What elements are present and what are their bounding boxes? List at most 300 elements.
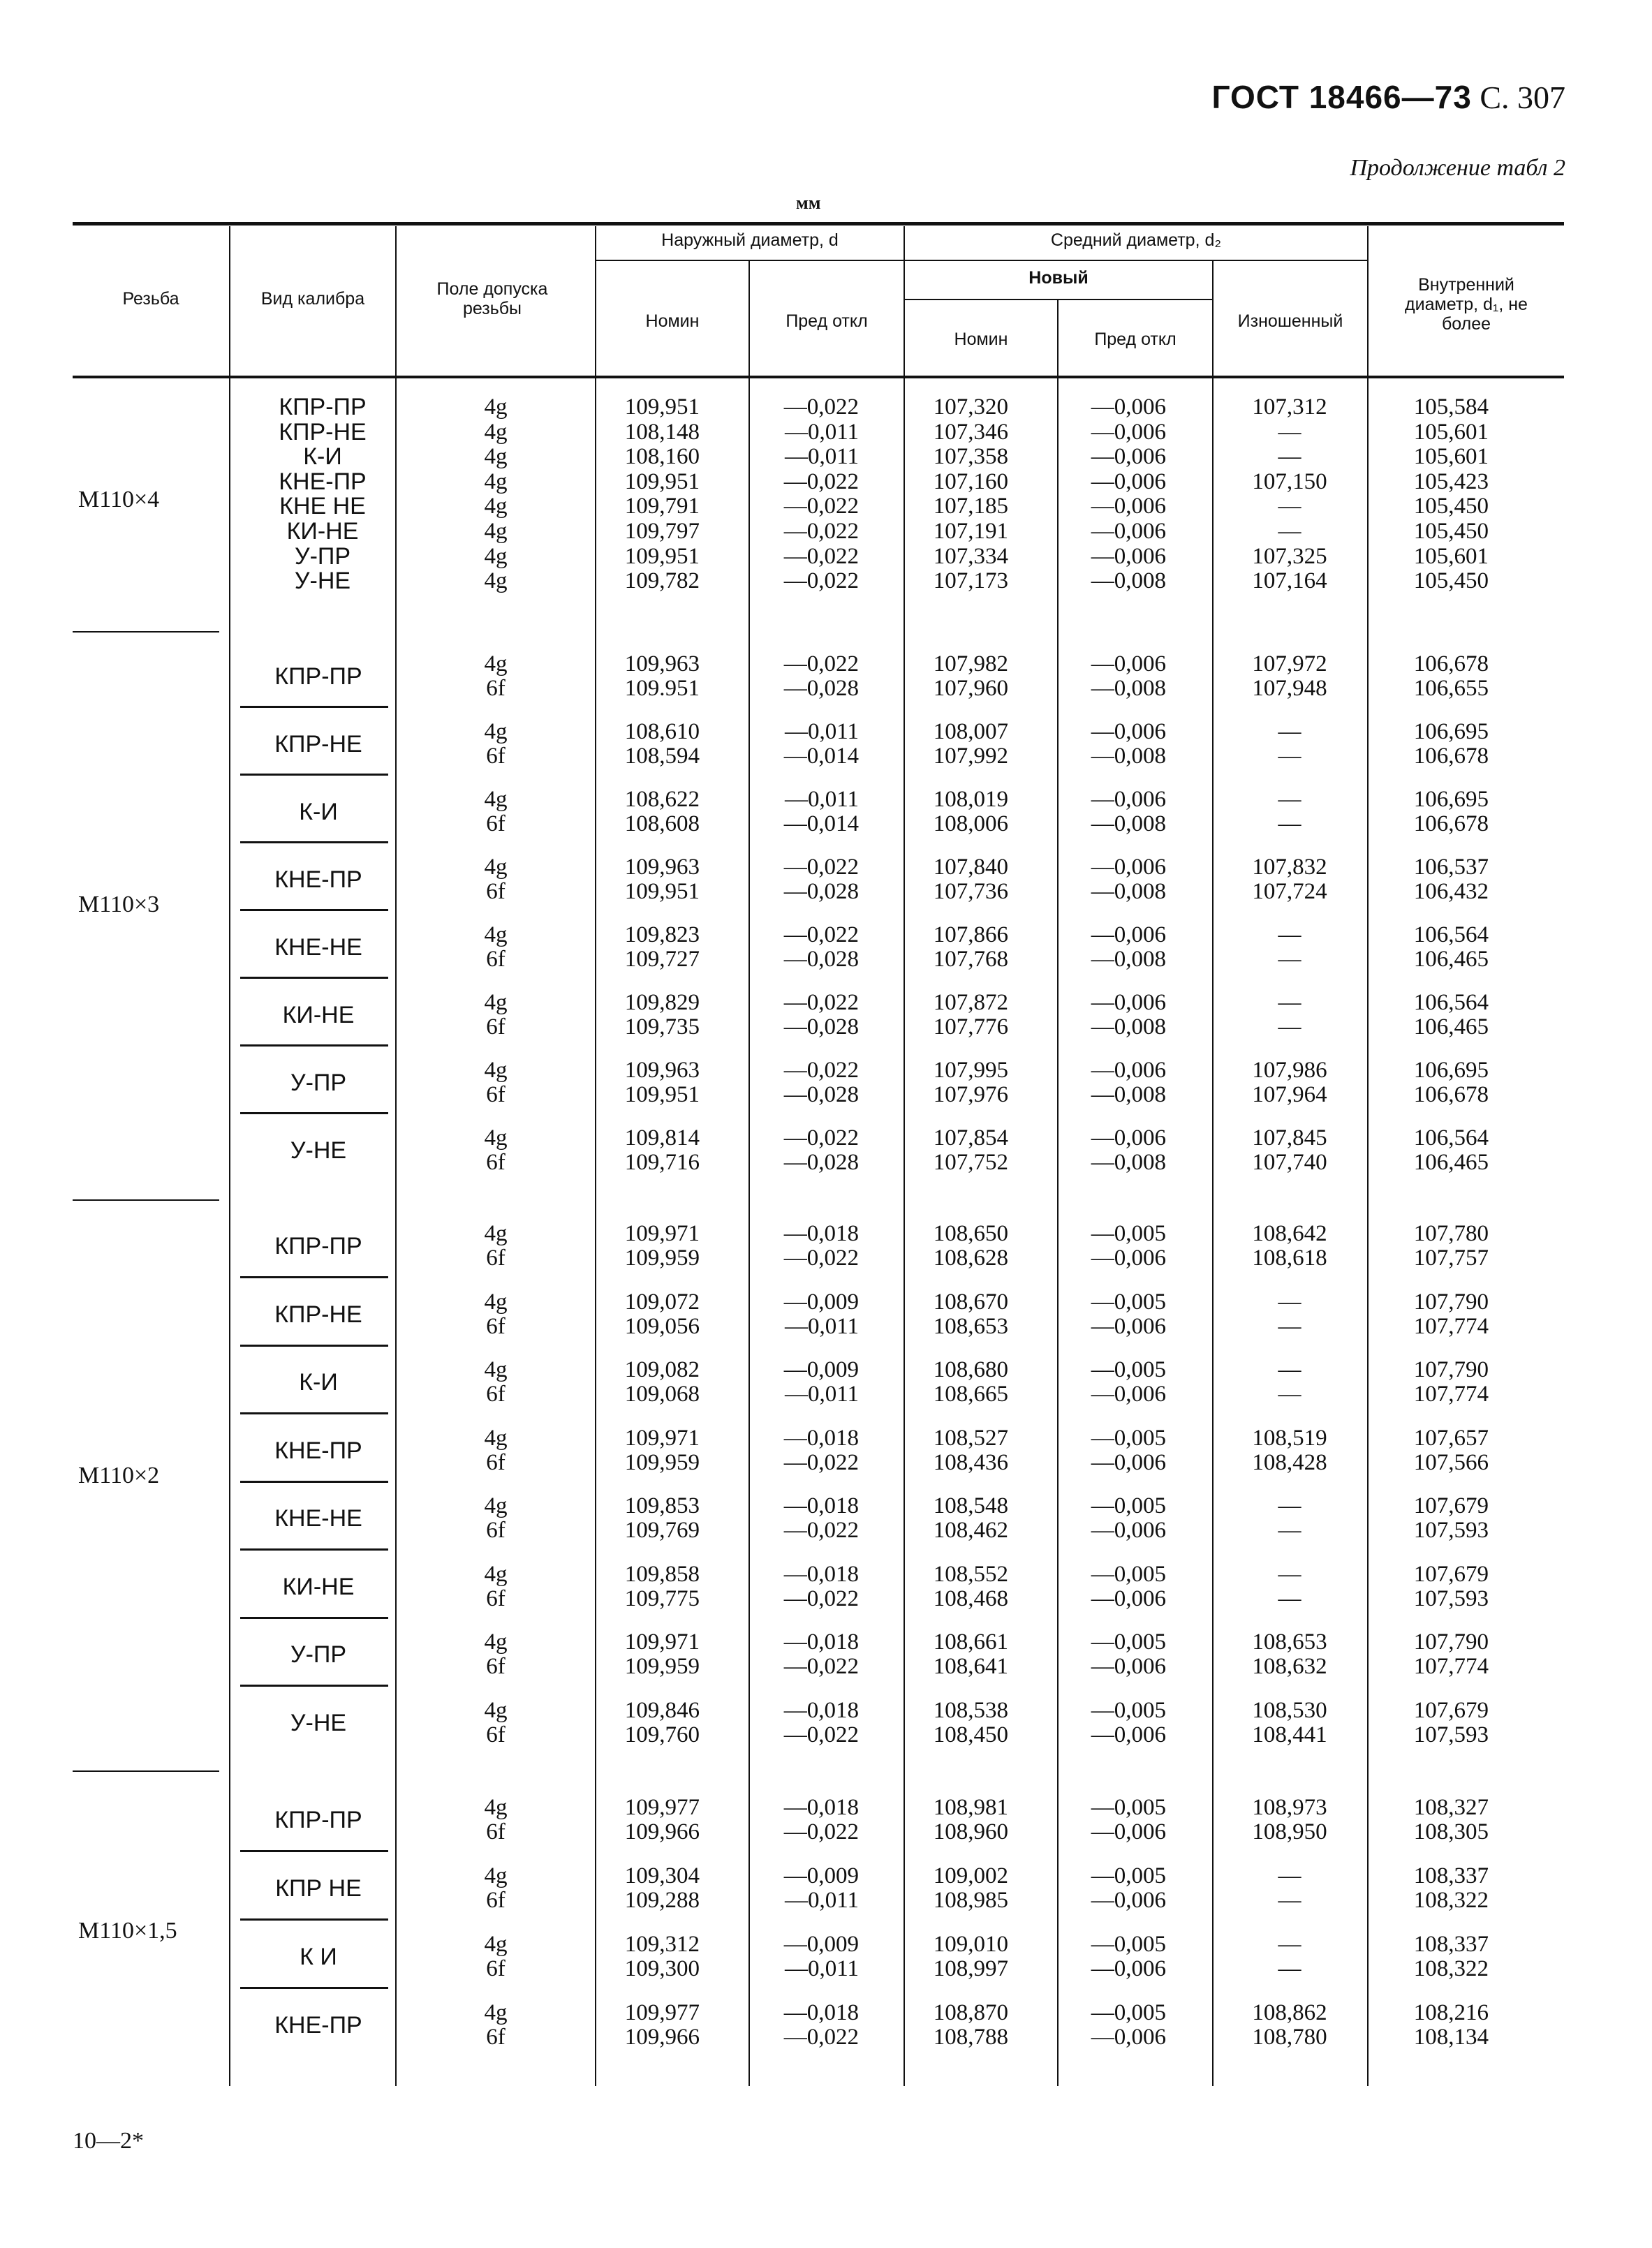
mid-deviation: —0,006 (1091, 394, 1166, 420)
outer-nominal: 108,594 (624, 744, 700, 769)
outer-deviation: —0,009 (783, 1357, 859, 1382)
mid-nominal: 107,768 (933, 947, 1008, 972)
outer-nominal: 109,304 (624, 1863, 700, 1888)
tolerance-field: 4g (484, 568, 508, 593)
tolerance-field: 4g (484, 1125, 508, 1151)
gauge-cell-rule (240, 1345, 388, 1347)
gauge-cell-rule (240, 1918, 388, 1921)
mid-deviation: —0,005 (1091, 1357, 1166, 1382)
mid-worn: 108,653 (1252, 1629, 1327, 1655)
outer-nominal: 109,760 (624, 1722, 700, 1747)
inner-diameter: 108,327 (1413, 1795, 1489, 1820)
thread-label: М110×3 (78, 892, 160, 917)
inner-diameter: 107,566 (1413, 1450, 1489, 1475)
outer-deviation: —0,028 (783, 1014, 859, 1040)
mid-deviation: —0,008 (1091, 879, 1166, 904)
mid-nominal: 107,346 (933, 420, 1008, 445)
col-thread-header: Резьба (122, 289, 179, 309)
inner-diameter: 105,423 (1413, 469, 1489, 494)
mid-deviation: —0,006 (1091, 1819, 1166, 1844)
mid-deviation: —0,005 (1091, 1493, 1166, 1518)
standard-number: ГОСТ 18466—73 (1211, 79, 1472, 115)
tolerance-field: 4g (484, 922, 508, 947)
tolerance-field: 6f (486, 676, 506, 701)
mid-nominal: 108,007 (933, 719, 1008, 744)
mid-nominal: 107,358 (933, 444, 1008, 469)
vrule-7 (1212, 261, 1214, 2086)
outer-nominal: 109,951 (624, 879, 700, 904)
mid-nominal: 107,976 (933, 1082, 1008, 1107)
outer-nominal: 109,959 (624, 1654, 700, 1679)
mid-nominal: 107,334 (933, 544, 1008, 569)
outer-deviation: —0,018 (783, 1426, 859, 1451)
mid-nominal: 107,173 (933, 568, 1008, 593)
gauge-cell-rule (240, 706, 388, 708)
mid-worn: — (1278, 990, 1301, 1015)
gauge-cell-rule (240, 1481, 388, 1483)
outer-deviation: —0,022 (783, 1058, 859, 1083)
mid-deviation: —0,006 (1091, 494, 1166, 519)
page-header (1212, 78, 1565, 116)
col-mid-dev-header: Пред откл (1094, 330, 1177, 349)
page-number: С. 307 (1480, 80, 1565, 115)
mid-deviation: —0,006 (1091, 855, 1166, 880)
inner-diameter: 107,593 (1413, 1722, 1489, 1747)
gauge-type: КПР-НЕ (274, 731, 362, 757)
mid-deviation: —0,005 (1091, 1426, 1166, 1451)
mid-worn: 107,832 (1252, 855, 1327, 880)
tolerance-field: 6f (486, 1314, 506, 1339)
tolerance-field: 6f (486, 1956, 506, 1981)
outer-nominal: 109,082 (624, 1357, 700, 1382)
outer-nominal: 109,716 (624, 1150, 700, 1175)
mid-nominal: 109,002 (933, 1863, 1008, 1888)
inner-diameter: 106,465 (1413, 1014, 1489, 1040)
mid-worn: 108,862 (1252, 2000, 1327, 2025)
mid-worn: 108,530 (1252, 1698, 1327, 1723)
table-top-rule (73, 222, 1564, 225)
mid-deviation: —0,005 (1091, 1932, 1166, 1957)
mid-nominal: 107,160 (933, 469, 1008, 494)
gauge-type: КНЕ-ПР (274, 866, 362, 893)
outer-deviation: —0,028 (783, 676, 859, 701)
tolerance-field: 6f (486, 744, 506, 769)
tolerance-field: 6f (486, 2025, 506, 2050)
mid-worn: 108,618 (1252, 1245, 1327, 1271)
gauge-cell-rule (240, 774, 388, 776)
outer-nominal: 109,727 (624, 947, 700, 972)
inner-diameter: 108,337 (1413, 1932, 1489, 1957)
mid-deviation: —0,006 (1091, 1722, 1166, 1747)
inner-diameter: 107,790 (1413, 1629, 1489, 1655)
outer-deviation: —0,022 (783, 568, 859, 593)
tolerance-field: 6f (486, 1245, 506, 1271)
inner-diameter: 106,678 (1413, 811, 1489, 836)
outer-nominal: 109,829 (624, 990, 700, 1015)
outer-nominal: 109,963 (624, 651, 700, 676)
tolerance-field: 6f (486, 1586, 506, 1611)
mid-worn: 107,150 (1252, 469, 1327, 494)
outer-deviation: —0,009 (783, 1289, 859, 1315)
outer-deviation: —0,022 (783, 2025, 859, 2050)
inner-diameter: 106,678 (1413, 651, 1489, 676)
inner-diameter: 106,465 (1413, 947, 1489, 972)
outer-deviation: —0,011 (784, 420, 859, 445)
outer-nominal: 109,853 (624, 1493, 700, 1518)
gauge-type: КПР-НЕ (274, 1301, 362, 1328)
outer-nominal: 109,963 (624, 855, 700, 880)
header-new-rule (905, 299, 1212, 300)
mid-nominal: 107,982 (933, 651, 1008, 676)
tolerance-field: 4g (484, 519, 508, 544)
gauge-type: К И (300, 1944, 337, 1970)
tolerance-field: 6f (486, 1888, 506, 1913)
mid-deviation: —0,008 (1091, 1082, 1166, 1107)
thread-label: М110×2 (78, 1463, 160, 1488)
outer-deviation: —0,022 (783, 1125, 859, 1151)
outer-deviation: —0,022 (783, 469, 859, 494)
gauge-type: КПР НЕ (275, 1875, 362, 1902)
mid-deviation: —0,006 (1091, 1382, 1166, 1407)
inner-diameter: 105,450 (1413, 519, 1489, 544)
tolerance-field: 4g (484, 420, 508, 445)
tolerance-field: 4g (484, 1357, 508, 1382)
mid-nominal: 108,788 (933, 2025, 1008, 2050)
outer-deviation: —0,018 (783, 1795, 859, 1820)
outer-nominal: 109,072 (624, 1289, 700, 1315)
outer-deviation: —0,011 (784, 444, 859, 469)
mid-deviation: —0,006 (1091, 1245, 1166, 1271)
outer-deviation: —0,022 (783, 494, 859, 519)
mid-deviation: —0,006 (1091, 1654, 1166, 1679)
outer-deviation: —0,011 (784, 787, 859, 812)
outer-deviation: —0,028 (783, 1150, 859, 1175)
mid-deviation: —0,005 (1091, 1562, 1166, 1587)
mid-worn: 107,845 (1252, 1125, 1327, 1151)
mid-nominal: 108,628 (933, 1245, 1008, 1271)
tolerance-field: 6f (486, 879, 506, 904)
gauge-type: КНЕ-ПР (279, 468, 367, 495)
mid-nominal: 107,854 (933, 1125, 1008, 1151)
outer-nominal: 109,951 (624, 544, 700, 569)
outer-deviation: —0,028 (783, 947, 859, 972)
mid-deviation: —0,008 (1091, 947, 1166, 972)
outer-deviation: —0,011 (784, 1314, 859, 1339)
mid-deviation: —0,006 (1091, 469, 1166, 494)
tolerance-field: 6f (486, 1014, 506, 1040)
gauge-type: У-ПР (290, 1070, 347, 1096)
mid-worn: — (1278, 519, 1301, 544)
outer-deviation: —0,011 (784, 1382, 859, 1407)
mid-worn: — (1278, 1518, 1301, 1543)
group-sep-2 (73, 1199, 219, 1201)
outer-nominal: 109,959 (624, 1450, 700, 1475)
mid-worn: — (1278, 1382, 1301, 1407)
inner-diameter: 107,757 (1413, 1245, 1489, 1271)
inner-diameter: 106,695 (1413, 787, 1489, 812)
mid-worn: — (1278, 1586, 1301, 1611)
outer-nominal: 108,610 (624, 719, 700, 744)
mid-worn: — (1278, 1357, 1301, 1382)
tolerance-field: 4g (484, 394, 508, 420)
mid-deviation: —0,005 (1091, 1629, 1166, 1655)
tolerance-field: 4g (484, 787, 508, 812)
inner-diameter: 106,695 (1413, 719, 1489, 744)
col-inner-header: Внутренний диаметр, d₁, не более (1405, 275, 1528, 334)
inner-diameter: 107,790 (1413, 1289, 1489, 1315)
outer-deviation: —0,022 (783, 1245, 859, 1271)
mid-worn: 107,325 (1252, 544, 1327, 569)
mid-worn: 107,740 (1252, 1150, 1327, 1175)
mid-nominal: 108,650 (933, 1221, 1008, 1246)
col-mid-nom-header: Номин (954, 330, 1008, 349)
mid-deviation: —0,008 (1091, 676, 1166, 701)
thread-label: М110×1,5 (78, 1918, 177, 1944)
mid-deviation: —0,005 (1091, 1698, 1166, 1723)
inner-diameter: 108,134 (1413, 2025, 1489, 2050)
table-continuation-label: Продолжение табл 2 (1350, 155, 1565, 181)
mid-deviation: —0,005 (1091, 1795, 1166, 1820)
gauge-type: КПР-ПР (274, 1807, 362, 1833)
mid-worn: 108,973 (1252, 1795, 1327, 1820)
outer-nominal: 109,971 (624, 1629, 700, 1655)
mid-nominal: 108,538 (933, 1698, 1008, 1723)
outer-nominal: 109,735 (624, 1014, 700, 1040)
gauge-type: У-НЕ (294, 568, 351, 594)
outer-deviation: —0,009 (783, 1863, 859, 1888)
mid-nominal: 107,736 (933, 879, 1008, 904)
outer-nominal: 109,977 (624, 2000, 700, 2025)
mid-nominal: 108,006 (933, 811, 1008, 836)
mid-nominal: 107,840 (933, 855, 1008, 880)
mid-worn: 107,164 (1252, 568, 1327, 593)
mid-worn: — (1278, 494, 1301, 519)
mid-deviation: —0,008 (1091, 1014, 1166, 1040)
outer-nominal: 108,148 (624, 420, 700, 445)
mid-worn: — (1278, 1562, 1301, 1587)
outer-deviation: —0,022 (783, 1654, 859, 1679)
inner-diameter: 107,593 (1413, 1518, 1489, 1543)
outer-nominal: 109,951 (624, 469, 700, 494)
tolerance-field: 6f (486, 1082, 506, 1107)
outer-nominal: 109,971 (624, 1221, 700, 1246)
gauge-cell-rule (240, 1044, 388, 1047)
mid-deviation: —0,005 (1091, 1863, 1166, 1888)
gauge-cell-rule (240, 909, 388, 911)
gauge-cell-rule (240, 1548, 388, 1551)
inner-diameter: 105,601 (1413, 420, 1489, 445)
tolerance-field: 6f (486, 1654, 506, 1679)
col-mid-worn-header: Изношенный (1237, 311, 1343, 331)
mid-nominal: 108,462 (933, 1518, 1008, 1543)
tolerance-field: 6f (486, 947, 506, 972)
tolerance-field: 4g (484, 1289, 508, 1315)
mid-deviation: —0,006 (1091, 1125, 1166, 1151)
outer-nominal: 109,312 (624, 1932, 700, 1957)
mid-deviation: —0,006 (1091, 420, 1166, 445)
outer-deviation: —0,022 (783, 1450, 859, 1475)
mid-nominal: 107,185 (933, 494, 1008, 519)
mid-nominal: 108,019 (933, 787, 1008, 812)
tolerance-field: 4g (484, 494, 508, 519)
mid-deviation: —0,006 (1091, 444, 1166, 469)
units-label: мм (796, 193, 821, 213)
mid-worn: — (1278, 787, 1301, 812)
outer-deviation: —0,011 (784, 719, 859, 744)
mid-worn: 108,428 (1252, 1450, 1327, 1475)
outer-deviation: —0,018 (783, 1221, 859, 1246)
mid-deviation: —0,006 (1091, 1586, 1166, 1611)
col-outer-nom-header: Номин (645, 311, 700, 331)
mid-nominal: 108,680 (933, 1357, 1008, 1382)
tolerance-field: 4g (484, 469, 508, 494)
gauge-cell-rule (240, 1112, 388, 1114)
outer-deviation: —0,018 (783, 1562, 859, 1587)
gauge-type: КИ-НЕ (282, 1002, 355, 1028)
mid-nominal: 108,870 (933, 2000, 1008, 2025)
mid-worn: — (1278, 1289, 1301, 1315)
outer-deviation: —0,022 (783, 1819, 859, 1844)
thread-label: М110×4 (78, 487, 160, 512)
outer-deviation: —0,022 (783, 990, 859, 1015)
outer-deviation: —0,009 (783, 1932, 859, 1957)
outer-nominal: 109,823 (624, 922, 700, 947)
outer-deviation: —0,022 (783, 1518, 859, 1543)
mid-worn: 108,632 (1252, 1654, 1327, 1679)
inner-diameter: 108,322 (1413, 1888, 1489, 1913)
header-bottom-rule (73, 376, 1564, 378)
inner-diameter: 106,564 (1413, 922, 1489, 947)
inner-diameter: 105,584 (1413, 394, 1489, 420)
tolerance-field: 6f (486, 1382, 506, 1407)
outer-nominal: 109,814 (624, 1125, 700, 1151)
mid-nominal: 107,866 (933, 922, 1008, 947)
mid-nominal: 107,995 (933, 1058, 1008, 1083)
outer-nominal: 109,858 (624, 1562, 700, 1587)
gauge-type: К-И (303, 443, 342, 470)
mid-worn: — (1278, 719, 1301, 744)
tolerance-field: 4g (484, 651, 508, 676)
gauge-cell-rule (240, 1850, 388, 1852)
mid-worn: — (1278, 420, 1301, 445)
mid-worn: 107,964 (1252, 1082, 1327, 1107)
mid-deviation: —0,006 (1091, 1314, 1166, 1339)
inner-diameter: 106,432 (1413, 879, 1489, 904)
mid-nominal: 108,960 (933, 1819, 1008, 1844)
tolerance-field: 4g (484, 544, 508, 569)
outer-nominal: 109,846 (624, 1698, 700, 1723)
mid-nominal: 108,468 (933, 1586, 1008, 1611)
mid-nominal: 108,997 (933, 1956, 1008, 1981)
tolerance-field: 4g (484, 1795, 508, 1820)
mid-nominal: 107,872 (933, 990, 1008, 1015)
mid-nominal: 109,010 (933, 1932, 1008, 1957)
inner-diameter: 106,537 (1413, 855, 1489, 880)
outer-nominal: 108,160 (624, 444, 700, 469)
inner-diameter: 106,564 (1413, 990, 1489, 1015)
gauge-cell-rule (240, 1412, 388, 1414)
mid-worn: 108,519 (1252, 1426, 1327, 1451)
mid-worn: — (1278, 947, 1301, 972)
mid-worn: 108,950 (1252, 1819, 1327, 1844)
gauge-type: КПР-ПР (279, 394, 367, 420)
outer-deviation: —0,022 (783, 544, 859, 569)
gauge-type: У-ПР (290, 1641, 347, 1668)
mid-worn: 107,986 (1252, 1058, 1327, 1083)
outer-nominal: 109,775 (624, 1586, 700, 1611)
outer-deviation: —0,018 (783, 2000, 859, 2025)
tolerance-field: 4g (484, 2000, 508, 2025)
mid-worn: — (1278, 1493, 1301, 1518)
gauge-cell-rule (240, 1276, 388, 1278)
tolerance-field: 4g (484, 1698, 508, 1723)
outer-deviation: —0,022 (783, 651, 859, 676)
tolerance-field: 6f (486, 1450, 506, 1475)
mid-nominal: 108,527 (933, 1426, 1008, 1451)
outer-nominal: 109,951 (624, 1082, 700, 1107)
outer-nominal: 109,966 (624, 2025, 700, 2050)
inner-diameter: 107,679 (1413, 1698, 1489, 1723)
outer-nominal: 109,951 (624, 394, 700, 420)
inner-diameter: 105,601 (1413, 444, 1489, 469)
mid-nominal: 107,320 (933, 394, 1008, 420)
mid-nominal: 108,985 (933, 1888, 1008, 1913)
gauge-cell-rule (240, 1685, 388, 1687)
mid-nominal: 107,992 (933, 744, 1008, 769)
outer-deviation: —0,018 (783, 1698, 859, 1723)
gauge-type: КНЕ НЕ (279, 493, 366, 519)
gauge-type: КПР-НЕ (279, 419, 367, 445)
inner-diameter: 107,780 (1413, 1221, 1489, 1246)
outer-nominal: 109,068 (624, 1382, 700, 1407)
mid-worn: 108,441 (1252, 1722, 1327, 1747)
inner-diameter: 105,450 (1413, 494, 1489, 519)
inner-diameter: 107,679 (1413, 1493, 1489, 1518)
mid-deviation: —0,006 (1091, 1518, 1166, 1543)
mid-worn: 107,972 (1252, 651, 1327, 676)
outer-nominal: 109,769 (624, 1518, 700, 1543)
col-mid-group-header: Средний диаметр, d₂ (1050, 230, 1222, 250)
mid-deviation: —0,006 (1091, 1888, 1166, 1913)
mid-worn: — (1278, 1888, 1301, 1913)
outer-nominal: 109,782 (624, 568, 700, 593)
tolerance-field: 4g (484, 444, 508, 469)
gauge-cell-rule (240, 841, 388, 843)
mid-nominal: 107,191 (933, 519, 1008, 544)
mid-deviation: —0,006 (1091, 990, 1166, 1015)
mid-deviation: —0,008 (1091, 811, 1166, 836)
gauge-type: КИ-НЕ (282, 1574, 355, 1600)
mid-deviation: —0,005 (1091, 2000, 1166, 2025)
mid-deviation: —0,008 (1091, 568, 1166, 593)
outer-deviation: —0,018 (783, 1493, 859, 1518)
mid-deviation: —0,006 (1091, 787, 1166, 812)
inner-diameter: 106,465 (1413, 1150, 1489, 1175)
gauge-type: КНЕ-ПР (274, 2012, 362, 2039)
tolerance-field: 4g (484, 1562, 508, 1587)
tolerance-field: 4g (484, 990, 508, 1015)
outer-nominal: 109,288 (624, 1888, 700, 1913)
mid-deviation: —0,006 (1091, 1450, 1166, 1475)
gauge-type: У-НЕ (290, 1710, 347, 1736)
mid-nominal: 107,776 (933, 1014, 1008, 1040)
gauge-type: У-НЕ (290, 1137, 347, 1164)
inner-diameter: 106,678 (1413, 744, 1489, 769)
mid-deviation: —0,006 (1091, 2025, 1166, 2050)
gauge-cell-rule (240, 1617, 388, 1619)
outer-deviation: —0,018 (783, 1629, 859, 1655)
mid-worn: 108,780 (1252, 2025, 1327, 2050)
